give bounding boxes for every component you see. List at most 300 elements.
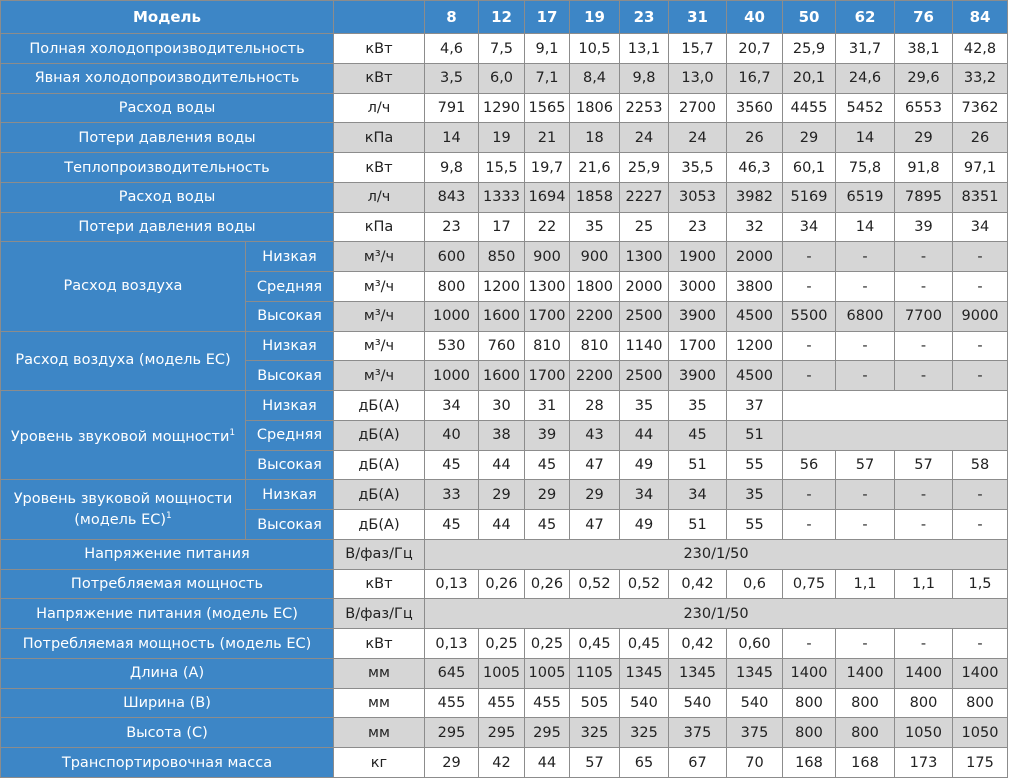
- value-cell: 51: [669, 450, 727, 480]
- value-cell: -: [836, 272, 895, 302]
- unit-cell: л/ч: [334, 93, 425, 123]
- value-cell: 1700: [525, 301, 570, 331]
- value-cell: 58: [953, 450, 1008, 480]
- value-cell: 34: [620, 480, 669, 510]
- value-cell: 1700: [525, 361, 570, 391]
- group-label: [1, 242, 246, 331]
- model-number: 17: [525, 1, 570, 34]
- value-cell: 16,7: [727, 63, 783, 93]
- value-cell: -: [836, 331, 895, 361]
- value-cell: -: [953, 480, 1008, 510]
- value-cell: -: [895, 242, 953, 272]
- value-cell: 6800: [836, 301, 895, 331]
- footnote-marker: 1: [229, 427, 236, 438]
- parameter-label: Потребляемая мощность: [1, 569, 334, 599]
- value-cell: -: [783, 361, 836, 391]
- value-cell: 0,13: [425, 629, 479, 659]
- value-cell: -: [953, 361, 1008, 391]
- value-cell: 1005: [479, 658, 525, 688]
- value-cell: 57: [836, 450, 895, 480]
- value-cell: 49: [620, 450, 669, 480]
- table-row: [1, 599, 1024, 629]
- value-cell: 29: [783, 123, 836, 153]
- empty-cell: [783, 420, 1008, 450]
- value-cell: 1,1: [836, 569, 895, 599]
- value-cell: 5452: [836, 93, 895, 123]
- value-cell: 34: [669, 480, 727, 510]
- value-cell: 0,42: [669, 569, 727, 599]
- value-cell: 0,45: [570, 629, 620, 659]
- value-cell: 29: [570, 480, 620, 510]
- value-cell: 455: [425, 688, 479, 718]
- value-cell: 35: [570, 212, 620, 242]
- value-cell: -: [783, 480, 836, 510]
- value-cell: -: [895, 480, 953, 510]
- value-cell: 57: [570, 748, 620, 778]
- value-cell: 2227: [620, 182, 669, 212]
- value-cell: 24,6: [836, 63, 895, 93]
- value-cell: 43: [570, 420, 620, 450]
- value-cell: 3900: [669, 361, 727, 391]
- parameter-label: Теплопроизводительность: [1, 153, 334, 183]
- value-cell: 0,25: [525, 629, 570, 659]
- unit-cell: кг: [334, 748, 425, 778]
- group-label-line1: Уровень звуковой мощности: [13, 490, 233, 507]
- value-cell: 455: [479, 688, 525, 718]
- value-cell: 23: [425, 212, 479, 242]
- group-label-text: Расход воздуха: [63, 278, 183, 294]
- unit-cell: кВт: [334, 629, 425, 659]
- value-cell: 455: [525, 688, 570, 718]
- value-cell: 540: [620, 688, 669, 718]
- value-cell: 1345: [669, 658, 727, 688]
- speed-label: Низкая: [246, 242, 334, 272]
- value-cell: 45: [669, 420, 727, 450]
- value-cell: 44: [620, 420, 669, 450]
- value-cell: -: [836, 629, 895, 659]
- value-cell: 29: [425, 748, 479, 778]
- value-cell: 20,7: [727, 34, 783, 64]
- value-cell: 47: [570, 450, 620, 480]
- value-cell: 1400: [953, 658, 1008, 688]
- table-row: [1, 331, 1024, 361]
- unit-cell: м³/ч: [334, 301, 425, 331]
- value-cell: 25,9: [620, 153, 669, 183]
- value-cell: 9000: [953, 301, 1008, 331]
- value-cell: 44: [479, 510, 525, 540]
- value-cell: 173: [895, 748, 953, 778]
- value-cell: 34: [953, 212, 1008, 242]
- value-cell: 0,25: [479, 629, 525, 659]
- value-cell: -: [836, 361, 895, 391]
- value-cell: 55: [727, 450, 783, 480]
- value-cell: 42,8: [953, 34, 1008, 64]
- value-cell: 23: [669, 212, 727, 242]
- table-row: [1, 569, 1024, 599]
- value-cell: 2500: [620, 361, 669, 391]
- value-cell: 1700: [669, 331, 727, 361]
- value-cell: 1694: [525, 182, 570, 212]
- table-row: [1, 688, 1024, 718]
- speed-label: Низкая: [246, 480, 334, 510]
- value-cell: 24: [620, 123, 669, 153]
- table-row: [1, 34, 1024, 64]
- value-cell: 21,6: [570, 153, 620, 183]
- parameter-label: Высота (С): [1, 718, 334, 748]
- value-cell: 7895: [895, 182, 953, 212]
- value-cell: 1000: [425, 301, 479, 331]
- speed-label: Средняя: [246, 420, 334, 450]
- value-cell: 10,5: [570, 34, 620, 64]
- model-number: 84: [953, 1, 1008, 34]
- value-cell: 0,52: [620, 569, 669, 599]
- parameter-label: Потери давления воды: [1, 123, 334, 153]
- value-cell: 4500: [727, 301, 783, 331]
- unit-cell: кПа: [334, 212, 425, 242]
- value-cell: 4,6: [425, 34, 479, 64]
- table-row: [1, 212, 1024, 242]
- value-cell: 45: [525, 510, 570, 540]
- value-cell: 26: [727, 123, 783, 153]
- value-cell: 3053: [669, 182, 727, 212]
- value-cell: 375: [727, 718, 783, 748]
- table-row: [1, 63, 1024, 93]
- value-cell: 15,7: [669, 34, 727, 64]
- value-cell: 51: [669, 510, 727, 540]
- value-cell: 56: [783, 450, 836, 480]
- unit-cell: дБ(А): [334, 480, 425, 510]
- value-cell: 1200: [727, 331, 783, 361]
- value-cell: 49: [620, 510, 669, 540]
- unit-cell: дБ(А): [334, 450, 425, 480]
- value-cell: 14: [425, 123, 479, 153]
- value-cell: 6,0: [479, 63, 525, 93]
- value-cell: 1300: [620, 242, 669, 272]
- value-cell: 45: [525, 450, 570, 480]
- value-cell: 7,5: [479, 34, 525, 64]
- value-cell: 791: [425, 93, 479, 123]
- unit-cell: мм: [334, 658, 425, 688]
- value-cell: 51: [727, 420, 783, 450]
- unit-cell: дБ(А): [334, 510, 425, 540]
- value-cell: 7,1: [525, 63, 570, 93]
- value-cell: 0,13: [425, 569, 479, 599]
- speed-label: Высокая: [246, 510, 334, 540]
- value-cell: 1858: [570, 182, 620, 212]
- value-cell: 15,5: [479, 153, 525, 183]
- value-cell: 14: [836, 212, 895, 242]
- value-cell: 1140: [620, 331, 669, 361]
- value-cell: 900: [525, 242, 570, 272]
- value-cell: 17: [479, 212, 525, 242]
- value-cell: 2700: [669, 93, 727, 123]
- value-cell: 1800: [570, 272, 620, 302]
- value-cell: 97,1: [953, 153, 1008, 183]
- value-cell: 46,3: [727, 153, 783, 183]
- value-cell: 1050: [895, 718, 953, 748]
- value-cell: 295: [479, 718, 525, 748]
- value-cell: -: [783, 331, 836, 361]
- value-cell: 5169: [783, 182, 836, 212]
- value-cell: 91,8: [895, 153, 953, 183]
- value-cell: 900: [570, 242, 620, 272]
- value-cell: 6519: [836, 182, 895, 212]
- parameter-label: Ширина (В): [1, 688, 334, 718]
- speed-label: Высокая: [246, 450, 334, 480]
- value-cell: 35: [620, 391, 669, 421]
- value-cell: -: [783, 242, 836, 272]
- value-cell: 22: [525, 212, 570, 242]
- table-row: [1, 153, 1024, 183]
- value-cell: 1900: [669, 242, 727, 272]
- parameter-label: Напряжение питания (модель ЕС): [1, 599, 334, 629]
- value-cell: 230/1/50: [425, 539, 1008, 569]
- value-cell: 55: [727, 510, 783, 540]
- value-cell: 3560: [727, 93, 783, 123]
- value-cell: -: [953, 510, 1008, 540]
- value-cell: 1050: [953, 718, 1008, 748]
- value-cell: 2500: [620, 301, 669, 331]
- unit-cell: мм: [334, 718, 425, 748]
- value-cell: 1345: [620, 658, 669, 688]
- value-cell: 45: [425, 510, 479, 540]
- value-cell: 800: [425, 272, 479, 302]
- value-cell: 3000: [669, 272, 727, 302]
- value-cell: -: [783, 510, 836, 540]
- unit-cell: кВт: [334, 569, 425, 599]
- group-label: [1, 480, 246, 540]
- value-cell: 33: [425, 480, 479, 510]
- value-cell: 1290: [479, 93, 525, 123]
- speed-label: Низкая: [246, 331, 334, 361]
- table-row: [1, 242, 1024, 272]
- value-cell: 850: [479, 242, 525, 272]
- value-cell: 5500: [783, 301, 836, 331]
- value-cell: 800: [783, 688, 836, 718]
- value-cell: 1600: [479, 361, 525, 391]
- value-cell: 3900: [669, 301, 727, 331]
- model-number: 12: [479, 1, 525, 34]
- value-cell: 13,1: [620, 34, 669, 64]
- group-label-text: Расход воздуха (модель ЕС): [15, 352, 231, 369]
- value-cell: 175: [953, 748, 1008, 778]
- unit-cell: кВт: [334, 34, 425, 64]
- table-row: [1, 480, 1024, 510]
- value-cell: 0,6: [727, 569, 783, 599]
- value-cell: 9,8: [620, 63, 669, 93]
- value-cell: 1565: [525, 93, 570, 123]
- value-cell: 0,42: [669, 629, 727, 659]
- value-cell: 760: [479, 331, 525, 361]
- value-cell: 843: [425, 182, 479, 212]
- value-cell: -: [783, 272, 836, 302]
- value-cell: 70: [727, 748, 783, 778]
- value-cell: 24: [669, 123, 727, 153]
- unit-cell: кПа: [334, 123, 425, 153]
- value-cell: 0,75: [783, 569, 836, 599]
- value-cell: 32: [727, 212, 783, 242]
- parameter-label: Расход воды: [1, 182, 334, 212]
- unit-cell: кВт: [334, 153, 425, 183]
- header-row: [1, 1, 1024, 34]
- parameter-label: Полная холодопроизводительность: [1, 34, 334, 64]
- speed-label: Высокая: [246, 301, 334, 331]
- table-row: [1, 182, 1024, 212]
- value-cell: 2253: [620, 93, 669, 123]
- parameter-label: Потребляемая мощность (модель ЕС): [1, 629, 334, 659]
- value-cell: 60,1: [783, 153, 836, 183]
- value-cell: 800: [895, 688, 953, 718]
- model-number: 23: [620, 1, 669, 34]
- parameter-label: Потери давления воды: [1, 212, 334, 242]
- value-cell: 9,8: [425, 153, 479, 183]
- value-cell: -: [783, 629, 836, 659]
- value-cell: 7362: [953, 93, 1008, 123]
- value-cell: 1105: [570, 658, 620, 688]
- value-cell: 40: [425, 420, 479, 450]
- parameter-label: Напряжение питания: [1, 539, 334, 569]
- unit-cell: м³/ч: [334, 272, 425, 302]
- unit-cell: кВт: [334, 63, 425, 93]
- value-cell: 29: [479, 480, 525, 510]
- value-cell: 645: [425, 658, 479, 688]
- value-cell: 28: [570, 391, 620, 421]
- unit-cell: м³/ч: [334, 242, 425, 272]
- value-cell: -: [895, 272, 953, 302]
- value-cell: 47: [570, 510, 620, 540]
- value-cell: 295: [525, 718, 570, 748]
- value-cell: 25,9: [783, 34, 836, 64]
- value-cell: 540: [727, 688, 783, 718]
- value-cell: 13,0: [669, 63, 727, 93]
- value-cell: 1345: [727, 658, 783, 688]
- unit-cell: В/фаз/Гц: [334, 599, 425, 629]
- value-cell: 1000: [425, 361, 479, 391]
- value-cell: 1,5: [953, 569, 1008, 599]
- value-cell: 21: [525, 123, 570, 153]
- value-cell: 38,1: [895, 34, 953, 64]
- value-cell: 20,1: [783, 63, 836, 93]
- model-number: 50: [783, 1, 836, 34]
- value-cell: 800: [953, 688, 1008, 718]
- value-cell: 1333: [479, 182, 525, 212]
- value-cell: 65: [620, 748, 669, 778]
- value-cell: 45: [425, 450, 479, 480]
- value-cell: 25: [620, 212, 669, 242]
- table-row: [1, 658, 1024, 688]
- unit-cell: В/фаз/Гц: [334, 539, 425, 569]
- value-cell: -: [836, 510, 895, 540]
- value-cell: 325: [570, 718, 620, 748]
- unit-cell: дБ(А): [334, 420, 425, 450]
- value-cell: 1300: [525, 272, 570, 302]
- footnote-marker: 1: [166, 510, 172, 521]
- value-cell: 325: [620, 718, 669, 748]
- value-cell: 9,1: [525, 34, 570, 64]
- value-cell: 0,45: [620, 629, 669, 659]
- value-cell: -: [895, 510, 953, 540]
- value-cell: -: [836, 480, 895, 510]
- value-cell: 39: [525, 420, 570, 450]
- value-cell: 168: [783, 748, 836, 778]
- value-cell: 2200: [570, 301, 620, 331]
- value-cell: -: [953, 331, 1008, 361]
- table-row: [1, 629, 1024, 659]
- value-cell: 35: [727, 480, 783, 510]
- value-cell: 39: [895, 212, 953, 242]
- model-header-unit-spacer: [334, 1, 425, 34]
- value-cell: 4455: [783, 93, 836, 123]
- value-cell: -: [836, 242, 895, 272]
- value-cell: 35,5: [669, 153, 727, 183]
- unit-cell: л/ч: [334, 182, 425, 212]
- value-cell: 37: [727, 391, 783, 421]
- value-cell: 2000: [620, 272, 669, 302]
- parameter-label: Явная холодопроизводительность: [1, 63, 334, 93]
- value-cell: 30: [479, 391, 525, 421]
- empty-cell: [783, 391, 1008, 421]
- value-cell: 4500: [727, 361, 783, 391]
- model-number: 31: [669, 1, 727, 34]
- model-number: 40: [727, 1, 783, 34]
- value-cell: 0,52: [570, 569, 620, 599]
- group-label-text: Уровень звуковой мощности: [10, 428, 230, 445]
- parameter-label: Длина (А): [1, 658, 334, 688]
- value-cell: 19: [479, 123, 525, 153]
- value-cell: 168: [836, 748, 895, 778]
- value-cell: 0,60: [727, 629, 783, 659]
- table-row: [1, 539, 1024, 569]
- value-cell: 3800: [727, 272, 783, 302]
- speed-label: Низкая: [246, 391, 334, 421]
- value-cell: 375: [669, 718, 727, 748]
- table-row: [1, 748, 1024, 778]
- value-cell: -: [895, 331, 953, 361]
- value-cell: 18: [570, 123, 620, 153]
- value-cell: 3,5: [425, 63, 479, 93]
- value-cell: 810: [570, 331, 620, 361]
- value-cell: 230/1/50: [425, 599, 1008, 629]
- value-cell: 14: [836, 123, 895, 153]
- value-cell: 34: [425, 391, 479, 421]
- value-cell: 1200: [479, 272, 525, 302]
- value-cell: 31,7: [836, 34, 895, 64]
- value-cell: 295: [425, 718, 479, 748]
- value-cell: 505: [570, 688, 620, 718]
- value-cell: 44: [479, 450, 525, 480]
- group-label-line2: (модель ЕС): [74, 511, 167, 528]
- value-cell: -: [895, 629, 953, 659]
- model-number: 8: [425, 1, 479, 34]
- value-cell: 42: [479, 748, 525, 778]
- value-cell: 540: [669, 688, 727, 718]
- value-cell: -: [953, 272, 1008, 302]
- value-cell: 67: [669, 748, 727, 778]
- unit-cell: дБ(А): [334, 391, 425, 421]
- value-cell: 800: [836, 688, 895, 718]
- value-cell: 8351: [953, 182, 1008, 212]
- value-cell: 75,8: [836, 153, 895, 183]
- value-cell: 1806: [570, 93, 620, 123]
- model-number: 62: [836, 1, 895, 34]
- value-cell: 2000: [727, 242, 783, 272]
- value-cell: 8,4: [570, 63, 620, 93]
- value-cell: 0,26: [479, 569, 525, 599]
- value-cell: 26: [953, 123, 1008, 153]
- value-cell: 0,26: [525, 569, 570, 599]
- value-cell: 1600: [479, 301, 525, 331]
- value-cell: 38: [479, 420, 525, 450]
